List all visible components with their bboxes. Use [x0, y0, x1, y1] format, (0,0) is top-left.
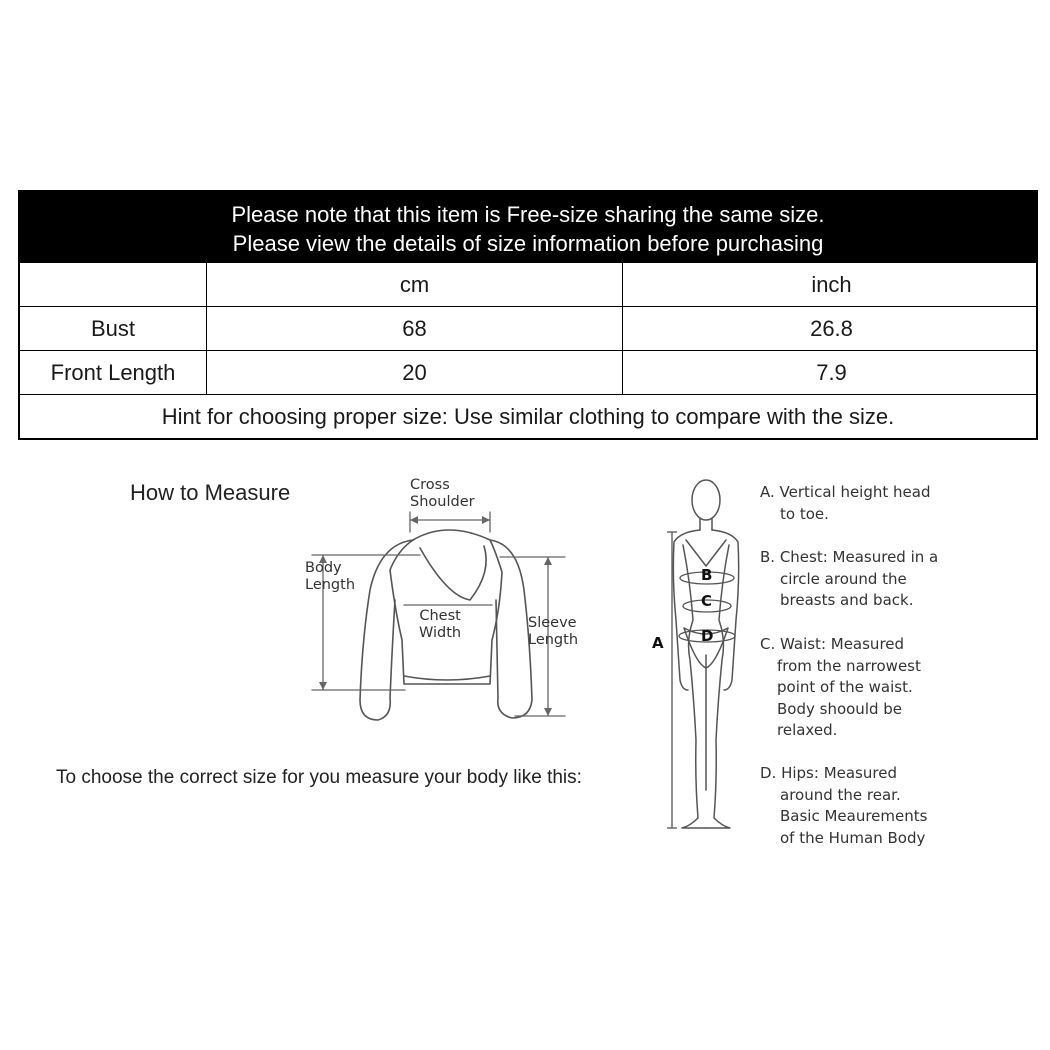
desc-line: Basic Meaurements	[780, 807, 928, 826]
desc-line: from the narrowest	[777, 656, 921, 675]
body-length-label	[305, 560, 355, 594]
desc-line: relaxed.	[777, 721, 838, 740]
body-length-line1: Body	[305, 560, 342, 576]
desc-line: D. Hips: Measured	[760, 764, 897, 782]
chest-width-line2: Width	[419, 625, 462, 641]
row-label: Front Length	[50, 359, 176, 385]
column-header-inch: inch	[622, 263, 1040, 306]
choose-size-instruction: To choose the correct size for you measure your body like this:	[56, 767, 582, 788]
desc-vertical-height	[760, 482, 930, 525]
desc-line: Body shoould be	[777, 699, 903, 718]
marker-a: A	[652, 634, 664, 652]
column-header-cm: cm	[206, 263, 622, 306]
body-length-line2: Length	[305, 577, 356, 593]
chest-width-line1: Chest	[419, 608, 461, 624]
marker-b: B	[701, 566, 713, 584]
hint-text: Hint for choosing proper size: Use similar clothing to compare with the size.	[161, 403, 895, 429]
header-note-line2: Please view the details of size information before purchasing	[232, 231, 824, 256]
marker-c: C	[701, 592, 713, 610]
cross-shoulder-label	[410, 477, 475, 511]
body-figure	[673, 480, 738, 828]
desc-line: of the Human Body	[780, 828, 926, 847]
cross-shoulder-line1: Cross	[410, 477, 450, 493]
how-to-measure-title: How to Measure	[130, 480, 291, 505]
desc-line: to toe.	[780, 504, 829, 523]
chest-width-label	[419, 608, 461, 642]
cross-shoulder-line2: Shoulder	[410, 494, 475, 510]
row-label: Bust	[90, 315, 136, 341]
desc-line: around the rear.	[780, 785, 901, 804]
row-cm-value: 20	[206, 351, 622, 394]
sleeve-length-label	[528, 615, 578, 649]
header-note-line1: Please note that this item is Free-size sharing the same size.	[231, 202, 825, 227]
marker-d: D	[701, 627, 714, 645]
sleeve-length-line2: Length	[528, 632, 579, 648]
desc-hips	[760, 763, 927, 849]
desc-line: point of the waist.	[777, 678, 913, 697]
desc-line: B. Chest: Measured in a	[760, 548, 939, 566]
desc-chest	[760, 547, 938, 612]
desc-line: C. Waist: Measured	[760, 635, 905, 653]
row-cm-value: 68	[206, 307, 622, 350]
sleeve-length-line1: Sleeve	[528, 615, 577, 631]
desc-line: A. Vertical height head	[760, 483, 931, 501]
desc-line: circle around the	[780, 569, 907, 588]
row-inch-value: 7.9	[622, 351, 1040, 394]
row-inch-value: 26.8	[622, 307, 1040, 350]
desc-line: breasts and back.	[780, 591, 914, 610]
desc-waist	[760, 634, 921, 742]
